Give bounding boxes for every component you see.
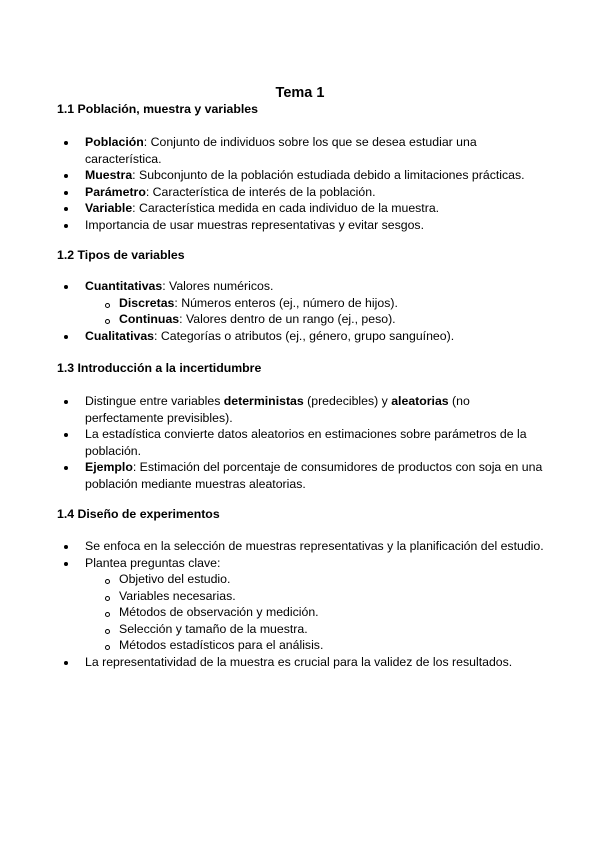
term: Muestra — [85, 168, 133, 182]
list-item — [0, 459, 545, 492]
list-item — [0, 555, 545, 654]
definition: : Números enteros (ej., número de hijos). — [174, 295, 398, 310]
list-item — [0, 200, 545, 217]
definition: : Valores numéricos. — [162, 279, 274, 293]
definition: : Categorías o atributos (ej., género, grupo sanguíneo). — [154, 328, 455, 343]
definition: : Conjunto de individuos sobre los que se desea estudiar una característica. — [85, 135, 477, 166]
item-text: Métodos de observación y medición. — [119, 605, 319, 619]
term: Población — [85, 135, 144, 149]
sub-list — [85, 571, 545, 654]
definition: : Característica medida en cada individuo de la muestra. — [132, 201, 440, 215]
section-1-1-list — [0, 134, 545, 233]
list-item — [0, 654, 545, 671]
item-text: Selección y tamaño de la muestra. — [119, 621, 308, 636]
definition: : Subconjunto de la población estudiada debido a limitaciones prácticas. — [132, 168, 525, 182]
item-text: Variables necesarias. — [119, 588, 236, 603]
sub-list-item — [85, 637, 545, 654]
section-1-4-list — [0, 538, 545, 670]
item-text: La representatividad de la muestra es crucial para la validez de los resultados. — [85, 654, 513, 669]
sub-list-item — [85, 588, 545, 605]
term: Ejemplo — [85, 460, 133, 474]
list-item — [0, 538, 545, 555]
sub-list-item — [85, 604, 545, 621]
term: Variable — [85, 201, 133, 215]
sub-list-item — [85, 311, 545, 328]
section-heading-1-1: 1.1 Población, muestra y variables — [57, 102, 258, 116]
item-text: Distingue entre variables — [85, 394, 224, 408]
definition: : Valores dentro de un rango (ej., peso). — [179, 312, 396, 326]
list-item — [0, 217, 545, 234]
term: Cualitativas — [85, 328, 155, 343]
sub-list-item — [85, 571, 545, 588]
page-title: Tema 1 — [275, 85, 325, 101]
section-1-2-list — [0, 278, 545, 344]
section-heading-1-2: 1.2 Tipos de variables — [57, 248, 185, 262]
section-1-3-list — [0, 393, 545, 492]
item-text: Se enfoca en la selección de muestras representativas y la planificación del estudio. — [85, 539, 544, 553]
sub-list — [85, 295, 545, 328]
item-text: Métodos estadísticos para el análisis. — [119, 638, 324, 652]
term: deterministas — [223, 394, 304, 408]
list-item — [0, 426, 545, 459]
sub-list-item — [85, 295, 545, 312]
term: aleatorias — [391, 394, 449, 408]
list-item — [0, 134, 545, 167]
item-text: (predecibles) y — [303, 394, 392, 408]
item-text: Objetivo del estudio. — [119, 572, 231, 586]
section-heading-1-3: 1.3 Introducción a la incertidumbre — [57, 361, 262, 375]
list-item — [0, 184, 545, 201]
list-item — [0, 328, 545, 345]
item-text: La estadística convierte datos aleatorios en estimaciones sobre parámetros de la población. — [85, 427, 527, 458]
list-item — [0, 278, 545, 328]
term: Parámetro — [85, 184, 146, 199]
list-item — [0, 393, 545, 426]
item-text: Importancia de usar muestras representativas y evitar sesgos. — [85, 217, 424, 232]
sub-list-item — [85, 621, 545, 638]
term: Discretas — [119, 295, 175, 310]
definition: : Característica de interés de la población. — [145, 184, 376, 199]
term: Cuantitativas — [85, 279, 163, 293]
term: Continuas — [119, 312, 180, 326]
item-text: (no perfectamente previsibles). — [85, 394, 470, 425]
section-heading-1-4: 1.4 Diseño de experimentos — [57, 507, 220, 521]
list-item — [0, 167, 545, 184]
definition: : Estimación del porcentaje de consumidores de productos con soja en una población mediante muestras aleatorias. — [85, 460, 543, 491]
item-text: Plantea preguntas clave: — [85, 555, 221, 570]
